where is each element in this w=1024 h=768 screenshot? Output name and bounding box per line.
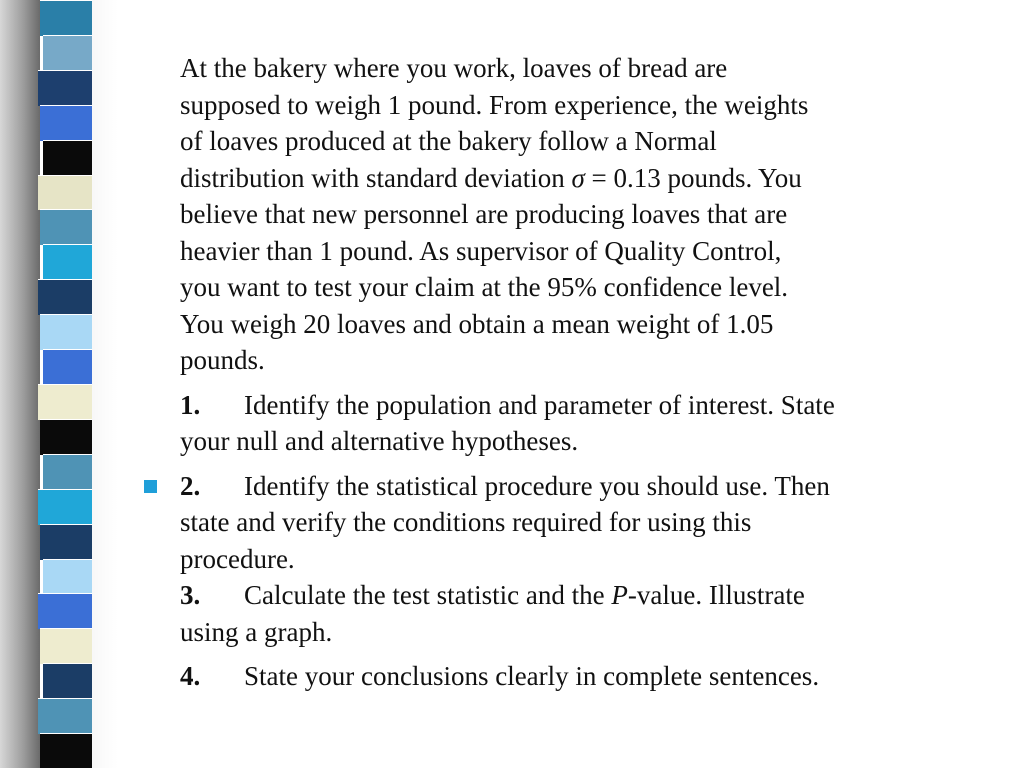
question-number: 3. [180,580,201,610]
slide-body [180,50,1000,695]
stripe-band [43,559,92,595]
stripe-band [40,209,92,245]
stripe-band [43,349,92,385]
stripe-edge [0,0,40,768]
intro-line: of loaves produced at the bakery follow a Normal [180,126,717,156]
question-1 [180,387,1000,460]
intro-line: heavier than 1 pound. As supervisor of Quality Control, [180,235,782,266]
question-text: Calculate the test statistic and the [244,580,612,610]
question-text: using a graph. [180,616,333,647]
stripe-band [38,698,92,734]
question-text: your null and alternative hypotheses. [180,426,579,456]
problem-paragraph [180,50,1000,379]
question-number: 4. [180,661,201,691]
stripe-band [40,0,92,36]
question-4 [180,658,1000,695]
stripe-band [43,140,92,176]
stripe-bands [40,0,98,768]
stripe-band [40,733,92,768]
stripe-band [43,35,92,71]
stripe-band [40,314,92,350]
stripe-band [43,244,92,280]
stripe-band [38,384,92,420]
stripe-band [38,70,92,106]
stripe-band [40,628,92,664]
p-symbol: P [611,580,628,610]
intro-line: = 0.13 pounds. You [591,162,802,193]
stripe-band [38,489,92,525]
question-text: -value. Illustrate [627,580,805,610]
stripe-band [40,524,92,560]
stripe-band [43,454,92,490]
intro-line: believe that new personnel are producing loaves that are [180,199,788,229]
sigma-symbol: σ [571,162,585,193]
intro-line: pounds. [180,345,265,375]
question-text: Identify the statistical procedure you should use. Then [244,470,830,501]
square-bullet-icon [144,480,157,493]
intro-line: You weigh 20 loaves and obtain a mean weight of 1.05 [180,308,774,339]
stripe-band [40,419,92,455]
stripe-band [38,175,92,211]
question-text: state and verify the conditions required for using this [180,507,752,537]
stripe-band [38,593,92,629]
question-text: State your conclusions clearly in complete sentences. [244,661,820,691]
question-number: 2. [180,470,201,501]
question-2 [180,468,1000,651]
intro-line: supposed to weigh 1 pound. From experience, the weights [180,89,809,120]
intro-line: At the bakery where you work, loaves of bread are [180,53,728,83]
stripe-band [43,663,92,699]
decorative-stripe [0,0,118,768]
question-text: procedure. [180,543,295,574]
stripe-band [40,105,92,141]
intro-line: you want to test your claim at the 95% confidence level. [180,272,789,302]
question-number: 1. [180,389,201,420]
question-text: Identify the population and parameter of interest. State [244,389,835,420]
intro-line: distribution with standard deviation [180,162,565,193]
stripe-band [38,279,92,315]
